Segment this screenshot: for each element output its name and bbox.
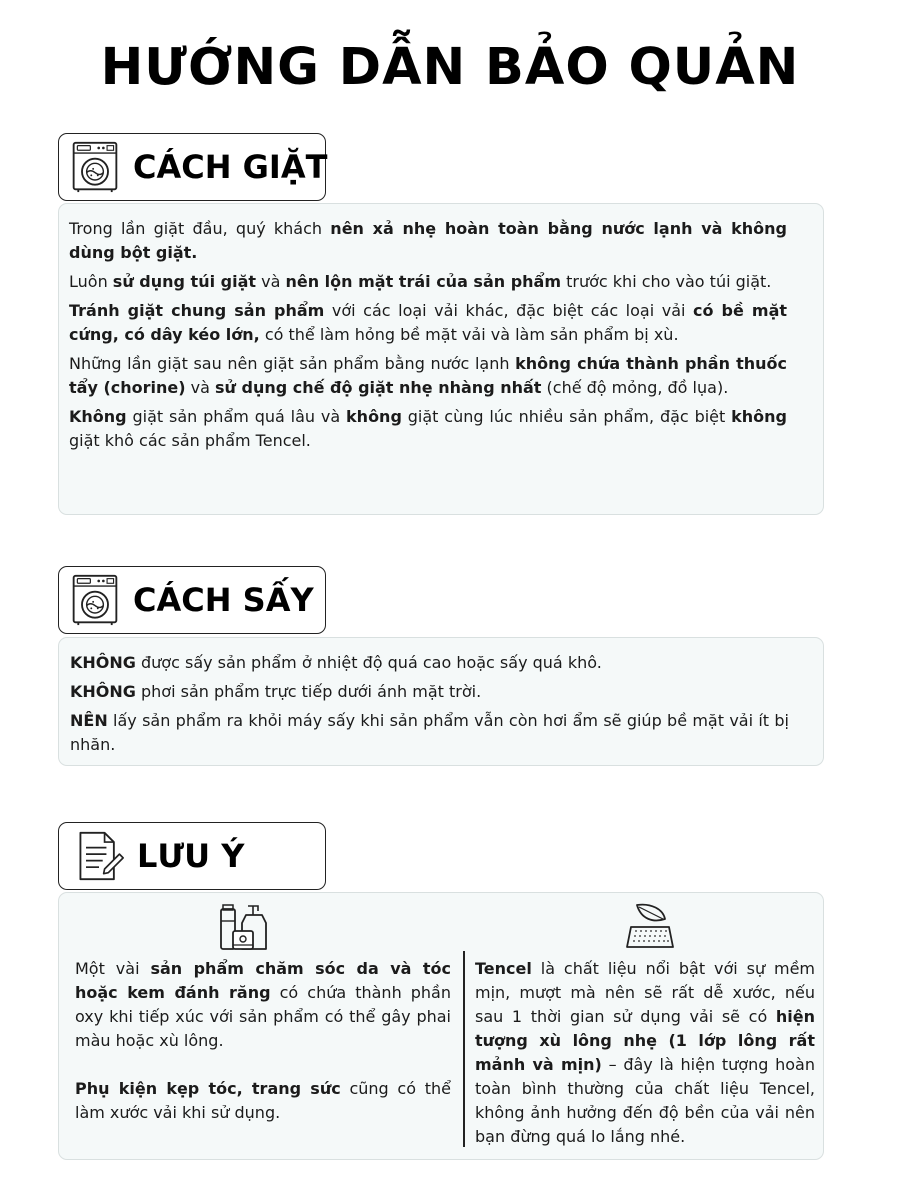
drying-section-header [58,566,326,634]
notes-right-paragraph: Tencel là chất liệu nổi bật với sự mềm mịn, mượt mà nên sẽ rất dễ xước, nếu sau 1 thời gian sử dụng vải sẽ có hiện tượng xù lông nhẹ (1 lớp lông rất mảnh và mịn) – đây là hiện tượng hoàn toàn bình thường của chất liệu Tencel, không ảnh hưởng đến độ bền của vải nên bạn đừng quá lo lắng nhé. [475,959,815,1146]
emphasis-text: NÊN [70,711,108,730]
washing-paragraph: Luôn sử dụng túi giặt và nên lộn mặt trái của sản phẩm trước khi cho vào túi giặt. [69,272,772,291]
notes-left-paragraph: Một vài sản phẩm chăm sóc da và tóc hoặc kem đánh răng có chứa thành phần oxy khi tiếp xúc với sản phẩm có thể gây phai màu hoặc xù lông. [75,959,451,1050]
emphasis-text: không [346,407,402,426]
emphasis-text: nên lộn mặt trái của sản phẩm [285,272,562,291]
washing-paragraph: Những lần giặt sau nên giặt sản phẩm bằng nước lạnh không chứa thành phần thuốc tẩy (chorine) và sử dụng chế độ giặt nhẹ nhàng nhất (chế độ mỏng, đồ lụa). [69,354,787,397]
notes-box [58,892,824,1160]
washing-paragraph: Không giặt sản phẩm quá lâu và không giặt cùng lúc nhiều sản phẩm, đặc biệt không giặt khô các sản phẩm Tencel. [69,407,788,450]
emphasis-text: Tencel [475,959,532,978]
washing-machine-icon [69,141,121,193]
emphasis-text: Phụ kiện kẹp tóc, trang sức [75,1079,341,1098]
notes-section-title: LƯU Ý [137,837,245,875]
column-divider [463,951,465,1147]
emphasis-text: KHÔNG [70,682,136,701]
drying-instructions-box [58,637,824,766]
notes-left-column [75,957,451,1125]
drying-paragraph: KHÔNG được sấy sản phẩm ở nhiệt độ quá cao hoặc sấy quá khô. [70,653,602,672]
washing-paragraph: Tránh giặt chung sản phẩm với các loại vải khác, đặc biệt các loại vải có bề mặt cứng, có dây kéo lớn, có thể làm hỏng bề mặt vải và làm sản phẩm bị xù. [69,301,788,344]
washing-paragraph: Trong lần giặt đầu, quý khách nên xả nhẹ hoàn toàn bằng nước lạnh và không dùng bột giặt. [69,219,788,262]
emphasis-text: KHÔNG [70,653,136,672]
cosmetics-bottles-icon [218,901,272,953]
emphasis-text: Tránh giặt chung sản phẩm [69,301,325,320]
emphasis-text: không [731,407,788,426]
leaf-fabric-icon [623,901,677,953]
emphasis-text: hiện tượng xù lông nhẹ (1 lớp lông rất mảnh và mịn) [475,1007,815,1074]
emphasis-text: sản phẩm chăm sóc da và tóc hoặc kem đánh răng [75,959,451,1002]
notes-section-header [58,822,326,890]
page-title: HƯỚNG DẪN BẢO QUẢN [100,38,800,97]
washing-section-header [58,133,326,201]
drying-section-title: CÁCH SẤY [133,581,314,619]
emphasis-text: sử dụng chế độ giặt nhẹ nhàng nhất [215,378,542,397]
emphasis-text: không chứa thành phần thuốc tẩy (chorine) [69,354,787,397]
drying-paragraph: KHÔNG phơi sản phẩm trực tiếp dưới ánh mặt trời. [70,682,482,701]
washing-machine-icon [69,574,121,626]
document-pen-icon [73,830,125,882]
notes-right-column [475,957,815,1149]
emphasis-text: sử dụng túi giặt [112,272,257,291]
washing-instructions-box [58,203,824,515]
emphasis-text: Không [69,407,127,426]
washing-section-title: CÁCH GIẶT [133,148,328,186]
drying-paragraph: NÊN lấy sản phẩm ra khỏi máy sấy khi sản phẩm vẫn còn hơi ẩm sẽ giúp bề mặt vải ít bị nhăn. [70,711,789,754]
emphasis-text: nên xả nhẹ hoàn toàn bằng nước lạnh và không dùng bột giặt. [69,219,788,262]
emphasis-text: có bề mặt cứng, có dây kéo lớn, [69,301,788,344]
notes-left-paragraph: Phụ kiện kẹp tóc, trang sức cũng có thể làm xước vải khi sử dụng. [75,1079,452,1122]
